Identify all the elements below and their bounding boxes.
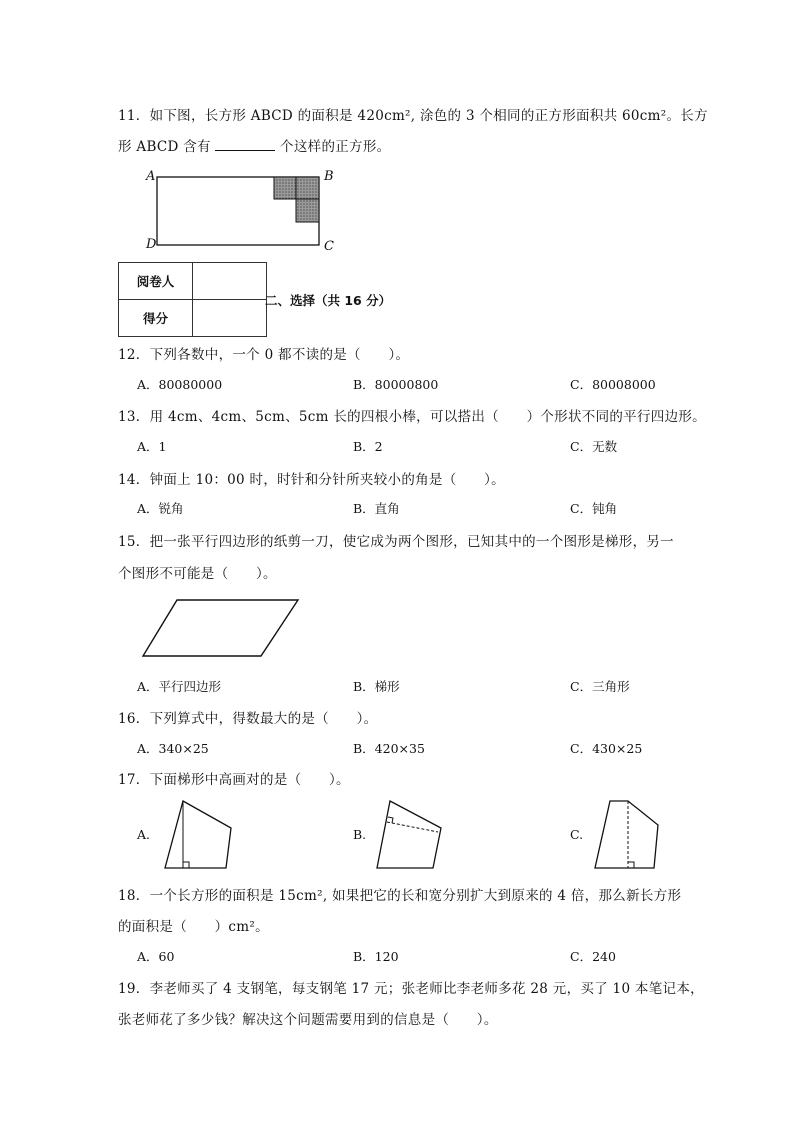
q12-text: 12．下列各数中，一个 0 都不读的是（ ）。: [118, 347, 410, 363]
q17-option-c[interactable]: C.: [570, 827, 584, 842]
trapezoid-a-figure: [160, 798, 240, 873]
q17-text: 17．下面梯形中高画对的是（ ）。: [118, 772, 350, 788]
q18-option-b[interactable]: B．120: [353, 949, 399, 964]
q14-option-b[interactable]: B．直角: [353, 501, 400, 516]
score-table: [118, 262, 267, 337]
answer-blank[interactable]: [215, 138, 275, 151]
shaded-square: [296, 199, 319, 222]
trapezoid-c-figure: [590, 798, 665, 873]
q16-text: 16．下列算式中，得数最大的是（ ）。: [118, 711, 378, 727]
q12-option-a[interactable]: A．80080000: [137, 377, 223, 392]
q11-line2: [118, 135, 390, 155]
q13-option-b[interactable]: B．2: [353, 439, 383, 454]
q15-line1: 15．把一张平行四边形的纸剪一刀，使它成为两个图形，已知其中的一个图形是梯形，另一: [118, 534, 674, 550]
q14-option-a[interactable]: A．锐角: [137, 501, 184, 516]
q15-line2: 个图形不可能是（ ）。: [118, 566, 277, 582]
q14-option-c[interactable]: C．钝角: [570, 501, 618, 516]
q18-option-c[interactable]: C．240: [570, 949, 616, 964]
grader-cell[interactable]: [193, 263, 267, 300]
q12-option-b[interactable]: B．80000800: [353, 377, 439, 392]
q11-line2-pre: 形 ABCD 含有: [118, 139, 211, 155]
q15-option-a[interactable]: A．平行四边形: [137, 679, 222, 694]
q17-option-a[interactable]: A.: [137, 827, 151, 842]
corner-c-label: C: [324, 239, 334, 254]
score-cell[interactable]: [193, 300, 267, 337]
q13-text: 13．用 4cm、4cm、5cm、5cm 长的四根小棒，可以搭出（ ）个形状不同的平行四边形。: [118, 409, 706, 425]
shaded-square: [274, 177, 296, 199]
q14-text: 14．钟面上 10：00 时，时针和分针所夹较小的角是（ ）。: [118, 472, 505, 488]
corner-a-label: A: [146, 169, 156, 184]
q18-option-a[interactable]: A．60: [137, 949, 175, 964]
section-title: 二、选择（共 16 分）: [265, 293, 392, 308]
corner-b-label: B: [324, 169, 334, 184]
q18-line1: 18．一个长方形的面积是 15cm², 如果把它的长和宽分别扩大到原来的 4 倍，那么新长方形: [118, 888, 682, 904]
q13-option-c[interactable]: C．无数: [570, 439, 618, 454]
trapezoid-c-outline: [595, 801, 658, 868]
score-label: 得分: [119, 300, 193, 337]
q11-line2-post: 个这样的正方形。: [280, 139, 391, 155]
q19-line1: 19．李老师买了 4 支钢笔，每支钢笔 17 元；张老师比李老师多花 28 元，买了 10 本笔记本，: [118, 981, 704, 997]
shaded-square: [296, 177, 319, 199]
q17-option-b[interactable]: B.: [353, 827, 367, 842]
q16-option-c[interactable]: C．430×25: [570, 741, 643, 756]
q13-option-a[interactable]: A．1: [137, 439, 167, 454]
grader-label: 阅卷人: [119, 263, 193, 300]
q18-line2: 的面积是（ ）cm²。: [118, 919, 269, 935]
q16-option-a[interactable]: A．340×25: [137, 741, 209, 756]
corner-d-label: D: [146, 237, 157, 252]
q15-option-c[interactable]: C．三角形: [570, 679, 630, 694]
trapezoid-b-figure: [372, 798, 447, 873]
q19-line2: 张老师花了多少钱？解决这个问题需要用到的信息是（ ）。: [118, 1012, 498, 1028]
parallelogram-figure: [140, 596, 305, 662]
q12-option-c[interactable]: C．80008000: [570, 377, 656, 392]
q16-option-b[interactable]: B．420×35: [353, 741, 425, 756]
q11-line1: 11．如下图，长方形 ABCD 的面积是 420cm², 涂色的 3 个相同的正方形面积共 60cm²。长方: [118, 108, 708, 124]
rectangle-abcd-figure: [150, 170, 330, 252]
q15-option-b[interactable]: B．梯形: [353, 679, 400, 694]
